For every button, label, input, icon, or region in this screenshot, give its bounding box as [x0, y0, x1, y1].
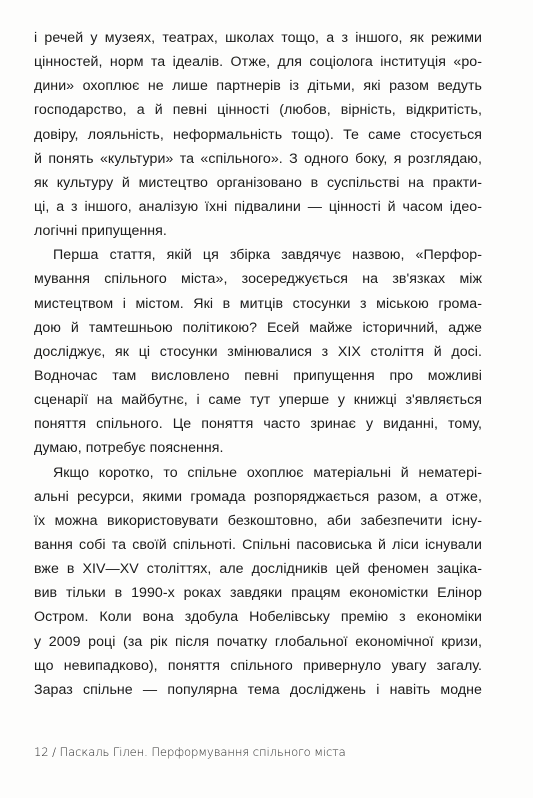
- text-line: поняття спільного. Це поняття часто зринає у виданні, тому,: [34, 416, 482, 433]
- text-line: думаю, потребує пояснення.: [34, 440, 224, 457]
- text-line: мування спільного міста», зосереджується на зв'язках між: [34, 271, 482, 288]
- text-line: вив тільки в 1990-х роках завдяки працям економістки Елінор: [34, 585, 482, 602]
- text-line: ці, а з іншого, аналізую їхні підвалини — цінності й часом ідео-: [34, 198, 482, 215]
- text-line: Остром. Коли вона здобула Нобелівську премію з економіки: [34, 609, 482, 626]
- text-line: як культуру й мистецтво організовано в суспільстві на практи-: [34, 174, 482, 191]
- text-line: що невипадково), поняття спільного привернуло увагу загалу.: [34, 657, 482, 674]
- text-line: дою й тамтешньою політикою? Есей майже історичний, адже: [34, 319, 482, 336]
- text-line: дини» охоплює не лише партнерів із дітьми, які разом ведуть: [34, 78, 482, 95]
- text-line: Зараз спільне — популярна тема досліджень і навіть модне: [34, 681, 482, 698]
- page-footer: 12 / Паскаль Гілен. Перформування спільного міста: [34, 745, 346, 759]
- text-line: логічні припущення.: [34, 223, 167, 240]
- text-line: цінностей, норм та ідеалів. Отже, для соціолога інституція «ро-: [34, 54, 482, 71]
- text-line: й понять «культури» та «спільного». З одного боку, я розглядаю,: [34, 150, 482, 167]
- text-line: сценарії на майбутнє, і саме тут уперше у книжці з'являється: [34, 392, 482, 409]
- text-line: і речей у музеях, театрах, школах тощо, а з іншого, як режими: [34, 30, 482, 46]
- text-line: досліджує, як ці стосунки змінювалися з XIX століття й досі.: [34, 343, 482, 360]
- text-line: вання собі та своїй спільноті. Спільні пасовиська й ліси існували: [34, 536, 482, 553]
- text-line: вже в XIV—XV століттях, але дослідників цей феномен заціка-: [34, 561, 482, 578]
- text-line: довіру, лояльність, неформальність тощо). Те саме стосується: [34, 126, 482, 143]
- text-line: Водночас там висловлено певні припущення про можливі: [34, 367, 482, 384]
- body-text: [34, 26, 482, 702]
- text-line: у 2009 році (за рік після початку глобальної економічної кризи,: [34, 633, 482, 650]
- text-line: їх можна використовувати безкоштовно, аби забезпечити існу-: [34, 512, 482, 529]
- text-line: альні ресурси, якими громада розпоряджається разом, а отже,: [34, 488, 482, 505]
- text-line: мистецтвом і містом. Які в митців стосунки з міською грома-: [34, 295, 482, 312]
- text-line: Перша стаття, якій ця збірка завдячує назвою, «Перфор-: [53, 247, 482, 264]
- text-line: господарство, а й певні цінності (любов, вірність, відкритість,: [34, 102, 482, 119]
- text-line: Якщо коротко, то спільне охоплює матеріальні й нематері-: [53, 464, 482, 481]
